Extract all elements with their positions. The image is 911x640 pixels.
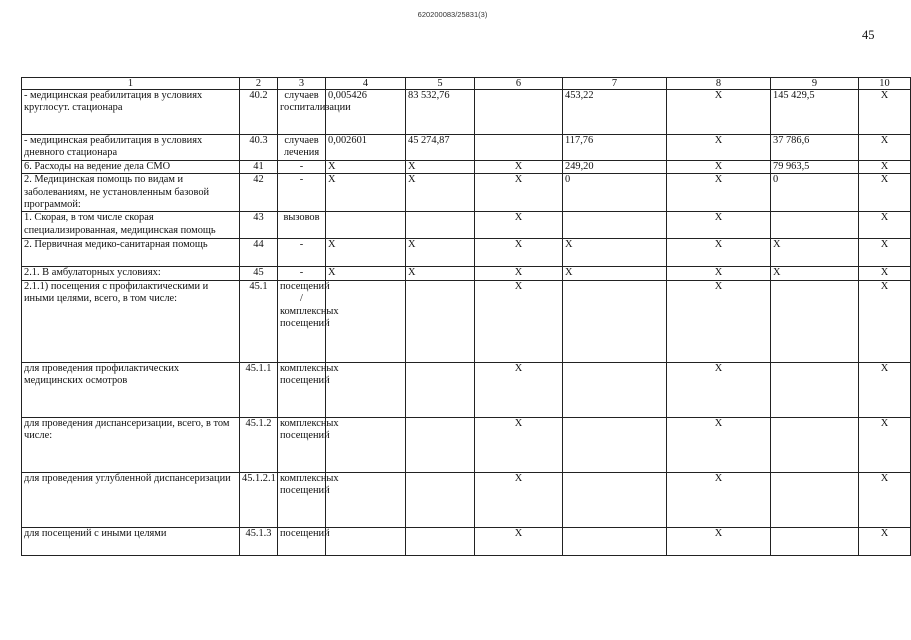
table-cell: 145 429,5 [771,90,859,135]
table-cell: 0 [771,174,859,212]
table-body [22,78,911,556]
table-cell: случаев лечения [278,135,326,161]
table-cell [406,280,475,362]
table-cell: Х [667,280,771,362]
column-header: 1 [22,78,240,90]
table-cell: - [278,239,326,267]
table-cell: Х [859,527,911,555]
table-cell [326,280,406,362]
table-cell: Х [475,280,563,362]
table-cell: Х [326,239,406,267]
column-header: 4 [326,78,406,90]
page-number: 45 [862,28,875,42]
table-cell: Х [859,135,911,161]
table-cell: Х [771,239,859,267]
table-cell: Х [326,160,406,173]
table-cell: Х [859,239,911,267]
table-cell [771,527,859,555]
column-header: 9 [771,78,859,90]
table-cell: Х [859,362,911,417]
table-row [22,135,911,161]
table-cell [406,417,475,472]
table-row [22,239,911,267]
column-header: 2 [240,78,278,90]
table-cell [563,362,667,417]
table-cell [563,472,667,527]
table-cell: Х [859,212,911,239]
table-cell: Х [859,267,911,280]
table-cell: для проведения диспансеризации, всего, в том числе: [22,417,240,472]
table-cell [563,417,667,472]
table-cell: Х [859,472,911,527]
table-row [22,174,911,212]
table-cell [563,527,667,555]
table-cell: Х [406,267,475,280]
table-cell: Х [667,527,771,555]
table-cell: 40.2 [240,90,278,135]
table-cell [475,135,563,161]
table-cell: 79 963,5 [771,160,859,173]
table-cell: 2.1.1) посещения с профилактическими и иными целями, всего, в том числе: [22,280,240,362]
table-cell: Х [475,472,563,527]
table-cell: 45 274,87 [406,135,475,161]
table-cell: Х [859,160,911,173]
table-row [22,280,911,362]
table-cell [406,527,475,555]
table-cell: Х [475,160,563,173]
table-cell: Х [406,160,475,173]
table-row [22,212,911,239]
column-header: 5 [406,78,475,90]
table-cell: Х [406,239,475,267]
table-cell: для посещений с иными целями [22,527,240,555]
table-cell: Х [667,160,771,173]
table-cell: Х [859,174,911,212]
table-cell [771,362,859,417]
table-cell: Х [475,174,563,212]
table-cell: Х [667,417,771,472]
table-cell: Х [406,174,475,212]
table-cell [771,212,859,239]
table-cell: посещений / комплексных посещений [278,280,326,362]
table-cell: 42 [240,174,278,212]
table-cell: 453,22 [563,90,667,135]
table-cell: комплексных посещений [278,362,326,417]
table-cell: 45.1.2 [240,417,278,472]
table-cell: Х [475,417,563,472]
table-cell: 0 [563,174,667,212]
table-cell [563,212,667,239]
table-cell: Х [667,90,771,135]
column-header: 7 [563,78,667,90]
table-cell: посещений [278,527,326,555]
table-cell: 83 532,76 [406,90,475,135]
table-cell [771,417,859,472]
table-cell: Х [475,362,563,417]
table-cell [406,472,475,527]
table-cell: 6. Расходы на ведение дела СМО [22,160,240,173]
table-cell: 2. Медицинская помощь по видам и заболеваниям, не установленным базовой программой: [22,174,240,212]
table-row [22,90,911,135]
table-cell: 117,76 [563,135,667,161]
table-row [22,527,911,555]
table-cell: 45 [240,267,278,280]
document-code: 620200083/25831(3) [417,10,488,19]
table-cell: Х [859,90,911,135]
table-cell: Х [326,174,406,212]
table-cell: 45.1 [240,280,278,362]
table-cell: 37 786,6 [771,135,859,161]
table-cell: Х [475,212,563,239]
table-row [22,417,911,472]
table-cell: Х [667,135,771,161]
table-cell: - [278,267,326,280]
table-cell: Х [563,267,667,280]
table-cell: 2. Первичная медико-санитарная помощь [22,239,240,267]
table-cell: Х [475,267,563,280]
table-cell [771,280,859,362]
table-cell: 41 [240,160,278,173]
table-cell: 0,002601 [326,135,406,161]
table-cell: 45.1.3 [240,527,278,555]
table-cell: 249,20 [563,160,667,173]
table-cell [475,90,563,135]
table-cell: 2.1. В амбулаторных условиях: [22,267,240,280]
table-header-row [22,78,911,90]
table-cell: 1. Скорая, в том числе скорая специализированная, медицинская помощь [22,212,240,239]
table-cell: 44 [240,239,278,267]
table-cell: Х [667,362,771,417]
table-cell: для проведения профилактических медицинских осмотров [22,362,240,417]
data-table [21,77,911,556]
table-cell [771,472,859,527]
table-cell: Х [563,239,667,267]
table-cell [406,362,475,417]
table-cell: 43 [240,212,278,239]
table-cell: Х [667,212,771,239]
table-cell: Х [667,174,771,212]
table-cell [326,527,406,555]
table-cell: случаев госпитализации [278,90,326,135]
table-cell: Х [667,472,771,527]
column-header: 8 [667,78,771,90]
table-cell: Х [771,267,859,280]
table-row [22,362,911,417]
table-cell [563,280,667,362]
table-cell: Х [667,239,771,267]
table-cell: - медицинская реабилитация в условиях дневного стационара [22,135,240,161]
table-row [22,160,911,173]
table-cell: - [278,174,326,212]
column-header: 3 [278,78,326,90]
table-cell [406,212,475,239]
table-cell: Х [667,267,771,280]
table-cell: Х [326,267,406,280]
table-cell: вызовов [278,212,326,239]
column-header: 10 [859,78,911,90]
table-cell: 45.1.2.1 [240,472,278,527]
table-cell: Х [475,527,563,555]
table-cell: комплексных посещений [278,472,326,527]
table-cell: - медицинская реабилитация в условиях круглосут. стационара [22,90,240,135]
table-cell: - [278,160,326,173]
table-cell: 45.1.1 [240,362,278,417]
table-cell: 0,005426 [326,90,406,135]
table-cell: Х [475,239,563,267]
table-cell: Х [859,417,911,472]
table-cell: комплексных посещений [278,417,326,472]
table-cell: для проведения углубленной диспансеризации [22,472,240,527]
table-cell: Х [859,280,911,362]
column-header: 6 [475,78,563,90]
table-row [22,472,911,527]
table-cell: 40.3 [240,135,278,161]
table-row [22,267,911,280]
table-cell [326,212,406,239]
